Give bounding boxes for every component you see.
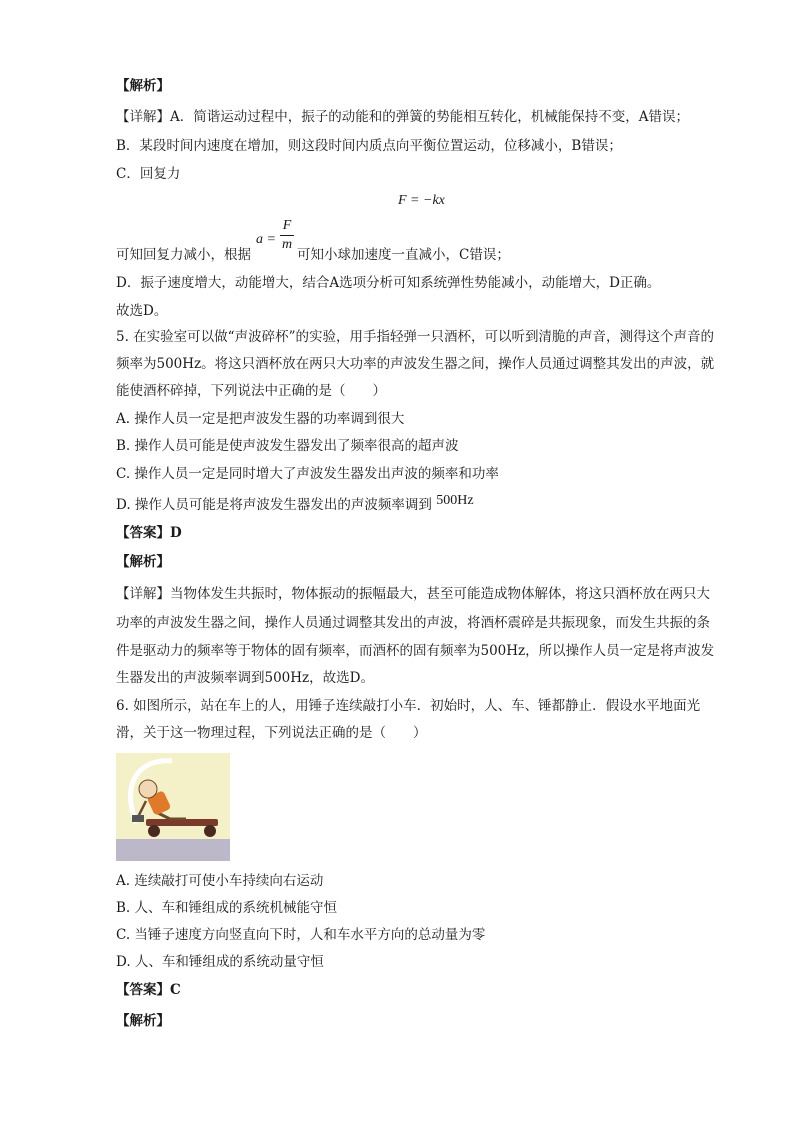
q4-conclusion: 故选D。	[116, 303, 168, 319]
hammer-head	[132, 815, 144, 822]
q5-answer: 【答案】D	[116, 525, 182, 541]
q4-detail-c-head: C．回复力	[116, 166, 181, 182]
q4-detail-b: B．某段时间内速度在增加，则这段时间内质点向平衡位置运动，位移减小，B错误；	[116, 138, 622, 154]
q6-option-c: C. 当锤子速度方向竖直向下时，人和车水平方向的总动量为零	[116, 927, 486, 943]
q5-option-d	[116, 493, 474, 515]
q5-detail-line1: 【详解】当物体发生共振时，物体振动的振幅最大，甚至可能造成物体解体，将这只酒杯放在两只大	[116, 586, 710, 602]
q5-stem-line2: 频率为500Hz。将这只酒杯放在两只大功率的声波发生器之间，操作人员通过调整其发出的声波，就	[116, 356, 715, 372]
q4-detail-a: 【详解】A．简谐运动过程中，振子的动能和的弹簧的势能相互转化，机械能保持不变，A错误；	[116, 109, 689, 125]
cart-wheel-left	[148, 825, 160, 837]
q4-detail-c-pre: 可知回复力减小，根据	[116, 247, 251, 263]
q6-option-b: B. 人、车和锤组成的系统机械能守恒	[116, 900, 338, 916]
q4-jiexi-label: 【解析】	[116, 78, 170, 94]
fraction-numerator: F	[282, 218, 292, 233]
person-head	[139, 780, 157, 798]
figure-ground	[116, 839, 230, 861]
q6-jiexi-label: 【解析】	[116, 1013, 170, 1029]
formula-restoring-force: F = −kx	[398, 193, 445, 208]
formula-acceleration-lhs: a =	[256, 232, 276, 247]
formula-fraction	[280, 218, 294, 253]
q5-option-b: B. 操作人员可能是使声波发生器发出了频率很高的超声波	[116, 438, 459, 454]
q6-stem-line1: 6. 如图所示，站在车上的人，用锤子连续敲打小车．初始时，人、车、锤都静止．假设水平地面光	[116, 698, 701, 714]
person-hammering-cart-figure	[116, 753, 230, 861]
q5-stem-line1: 5. 在实验室可以做“声波碎杯”的实验，用手指轻弹一只酒杯，可以听到清脆的声音，测得这个声音的	[116, 329, 714, 345]
cart-wheel-right	[204, 825, 216, 837]
fraction-denominator: m	[281, 237, 293, 252]
q5-option-d-unit: 500Hz	[436, 493, 474, 508]
q5-option-c: C. 操作人员一定是同时增大了声波发生器发出声波的频率和功率	[116, 466, 499, 482]
q5-jiexi-label: 【解析】	[116, 554, 170, 570]
fraction-bar	[280, 235, 294, 236]
q5-stem-line3: 能使酒杯碎掉，下列说法中正确的是（ ）	[116, 383, 386, 399]
q4-detail-d: D．振子速度增大，动能增大，结合A选项分析可知系统弹性势能减小，动能增大，D正确。	[116, 275, 661, 291]
q5-detail-line3: 件是驱动力的频率等于物体的固有频率，而酒杯的固有频率为500Hz，所以操作人员一定是将声波发	[116, 643, 715, 659]
q6-option-a: A. 连续敲打可使小车持续向右运动	[116, 873, 324, 889]
q5-option-d-text: D. 操作人员可能是将声波发生器发出的声波频率调到	[116, 497, 432, 513]
q5-detail-line2: 功率的声波发生器之间，操作人员通过调整其发出的声波，将酒杯震碎是共振现象，而发生共振的条	[116, 615, 710, 631]
q6-answer: 【答案】C	[116, 982, 181, 998]
q5-detail-line4: 生器发出的声波频率调到500Hz，故选D。	[116, 670, 374, 686]
q6-stem-line2: 滑，关于这一物理过程，下列说法正确的是（ ）	[116, 725, 427, 741]
q5-option-a: A. 操作人员一定是把声波发生器的功率调到很大	[116, 411, 405, 427]
q4-detail-c-post: 可知小球加速度一直减小，C错误；	[297, 247, 510, 263]
q6-option-d: D. 人、车和锤组成的系统动量守恒	[116, 954, 324, 970]
